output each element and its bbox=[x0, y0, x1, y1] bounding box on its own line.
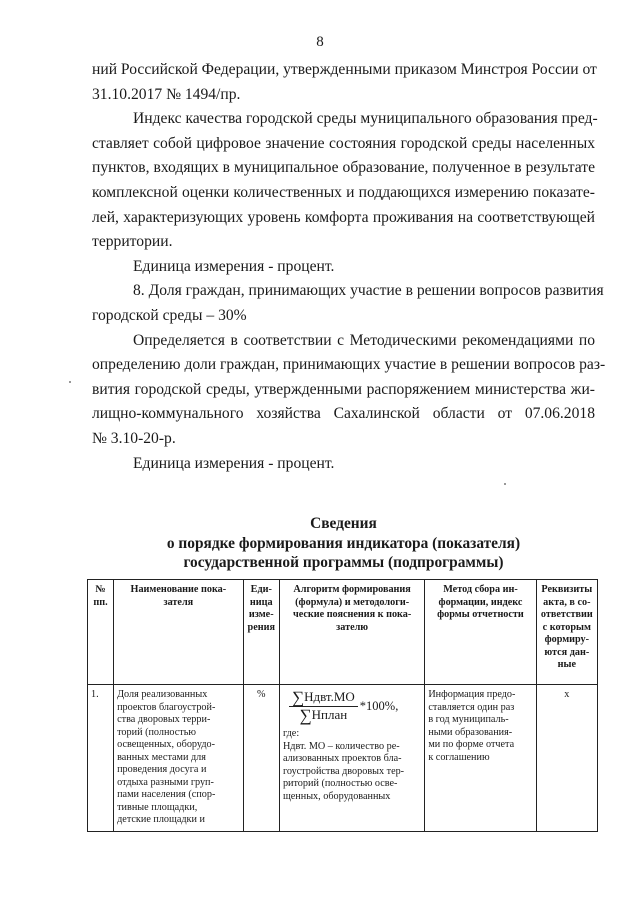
header-text-line: пп. bbox=[93, 596, 108, 608]
cell-text-line: щенных, оборудованных bbox=[282, 790, 391, 802]
heading-line-2: о порядке формирования индикатора (показателя) bbox=[166, 534, 521, 552]
text-line: 31.10.2017 № 1494/пр. bbox=[92, 85, 241, 103]
header-text-line: формации, индекс bbox=[438, 596, 523, 608]
header-text-line: ются дан- bbox=[544, 646, 590, 658]
formula-denominator: ∑Нплан bbox=[299, 705, 348, 725]
text-line: лей, характеризующих уровень комфорта проживания на соответствующей bbox=[92, 208, 595, 226]
heading-title: Сведения bbox=[310, 515, 377, 532]
cell-text-line: детские площадки и bbox=[117, 814, 205, 825]
header-text-line: Метод сбора ин- bbox=[443, 584, 518, 595]
formula-multiplier: *100%, bbox=[359, 699, 399, 714]
body-text bbox=[92, 58, 606, 476]
cell-text-line: ализованных проектов бла- bbox=[282, 753, 402, 764]
cell-text-line: торий (полностью bbox=[117, 726, 196, 738]
header-unit bbox=[243, 580, 279, 685]
text-line: городской среды – 30% bbox=[92, 306, 247, 324]
requisites-cell: x bbox=[536, 685, 597, 832]
text-line: № 3.10-20-р. bbox=[92, 429, 176, 447]
header-text-line: рения bbox=[247, 621, 275, 633]
header-text-line: изме- bbox=[248, 609, 274, 620]
cell-text-line: гоустройства дворовых тер- bbox=[282, 765, 405, 777]
cell-text-line: ными образования- bbox=[428, 726, 513, 738]
formula-numerator: ∑Ндвт.МО bbox=[289, 691, 358, 707]
header-text-line: Алгоритм формирования bbox=[293, 584, 411, 595]
cell-text-line: пами населения (спор- bbox=[117, 789, 216, 800]
cell-text-line: тивные площадки, bbox=[117, 801, 198, 813]
cell-text-line: ставляется один раз bbox=[428, 701, 515, 713]
text-line: 8. Доля граждан, принимающих участие в решении вопросов развития bbox=[133, 282, 604, 300]
header-text-line: Наименование пока- bbox=[130, 584, 227, 595]
text-line: Индекс качества городской среды муниципального образования пред- bbox=[133, 110, 598, 128]
cell-text-line: ми по форме отчета bbox=[428, 739, 515, 750]
header-text-line: зателю bbox=[336, 621, 369, 633]
text-line: территории. bbox=[92, 233, 173, 251]
heading-line-3: государственной программы (подпрограммы) bbox=[183, 554, 504, 572]
header-requisites bbox=[536, 580, 597, 685]
text-line: Определяется в соответствии с Методическими рекомендациями по bbox=[133, 331, 595, 349]
cell-text-line: ванных местами для bbox=[117, 751, 206, 763]
header-text-line: ные bbox=[557, 659, 576, 670]
header-text-line: Реквизиты bbox=[541, 584, 593, 595]
table-header-row bbox=[88, 580, 598, 685]
cell-text-line: Ндвт. МО – количество ре- bbox=[282, 740, 400, 752]
header-text-line: формиру- bbox=[544, 634, 590, 645]
header-text-line: ческие пояснения к пока- bbox=[292, 609, 412, 620]
header-method bbox=[425, 580, 536, 685]
header-text-line: ница bbox=[249, 596, 273, 608]
header-text-line: Еди- bbox=[250, 584, 272, 595]
text-line: вития городской среды, утвержденными распоряжением министерства жи- bbox=[92, 380, 595, 398]
text-line: ставляет собой цифровое значение состояния городской среды населенных bbox=[92, 134, 595, 152]
text-line: пунктов, входящих в муниципальное образование, полученное в результате bbox=[92, 159, 595, 177]
indicator-table bbox=[87, 579, 598, 832]
table-row bbox=[88, 685, 598, 832]
header-text-line: (формула) и методологи- bbox=[295, 596, 410, 608]
header-text-line: ответствии bbox=[540, 609, 593, 620]
cell-text-line: где: bbox=[282, 728, 300, 739]
section-heading bbox=[92, 514, 595, 573]
header-text-line: № bbox=[95, 584, 106, 595]
indicator-name bbox=[114, 685, 243, 832]
header-name bbox=[114, 580, 243, 685]
unit-cell: % bbox=[243, 685, 279, 832]
header-text-line: зателя bbox=[163, 596, 194, 608]
cell-text-line: Информация предо- bbox=[428, 689, 516, 700]
cell-text-line: проведения досуга и bbox=[117, 764, 207, 775]
scan-speck bbox=[69, 381, 71, 383]
cell-text-line: проектов благоустрой- bbox=[117, 701, 216, 713]
text-line: Единица измерения - процент. bbox=[133, 454, 335, 472]
formula-cell bbox=[279, 685, 424, 832]
text-line: комплексной оценки количественных и поддающихся измерению показате- bbox=[92, 183, 595, 201]
cell-text-line: в год муниципаль- bbox=[428, 714, 509, 725]
text-line: ний Российской Федерации, утвержденными приказом Минстроя России от bbox=[92, 61, 597, 78]
header-text-line: формы отчетности bbox=[437, 609, 524, 620]
text-line: Единица измерения - процент. bbox=[133, 257, 335, 275]
cell-text-line: отдыха разными груп- bbox=[117, 776, 214, 788]
header-number bbox=[88, 580, 114, 685]
method-cell bbox=[425, 685, 536, 832]
header-formula bbox=[279, 580, 424, 685]
scan-speck bbox=[504, 483, 506, 485]
cell-text-line: к соглашению bbox=[428, 751, 490, 763]
page-number: 8 bbox=[316, 34, 324, 50]
cell-text-line: освещенных, оборудо- bbox=[117, 739, 216, 750]
formula-notes bbox=[283, 728, 421, 803]
header-text-line: с которым bbox=[542, 621, 591, 633]
text-line: определению доли граждан, принимающих участие в решении вопросов раз- bbox=[92, 356, 606, 374]
cell-text-line: Доля реализованных bbox=[117, 689, 208, 700]
cell-text-line: риторий (полностью осве- bbox=[282, 778, 398, 789]
row-number: 1. bbox=[88, 685, 114, 832]
formula bbox=[289, 688, 421, 725]
text-line: лищно-коммунального хозяйства Сахалинской области от 07.06.2018 bbox=[92, 405, 595, 423]
cell-text-line: ства дворовых терри- bbox=[117, 714, 211, 725]
formula-fraction bbox=[289, 688, 358, 725]
header-text-line: акта, в со- bbox=[543, 596, 591, 608]
